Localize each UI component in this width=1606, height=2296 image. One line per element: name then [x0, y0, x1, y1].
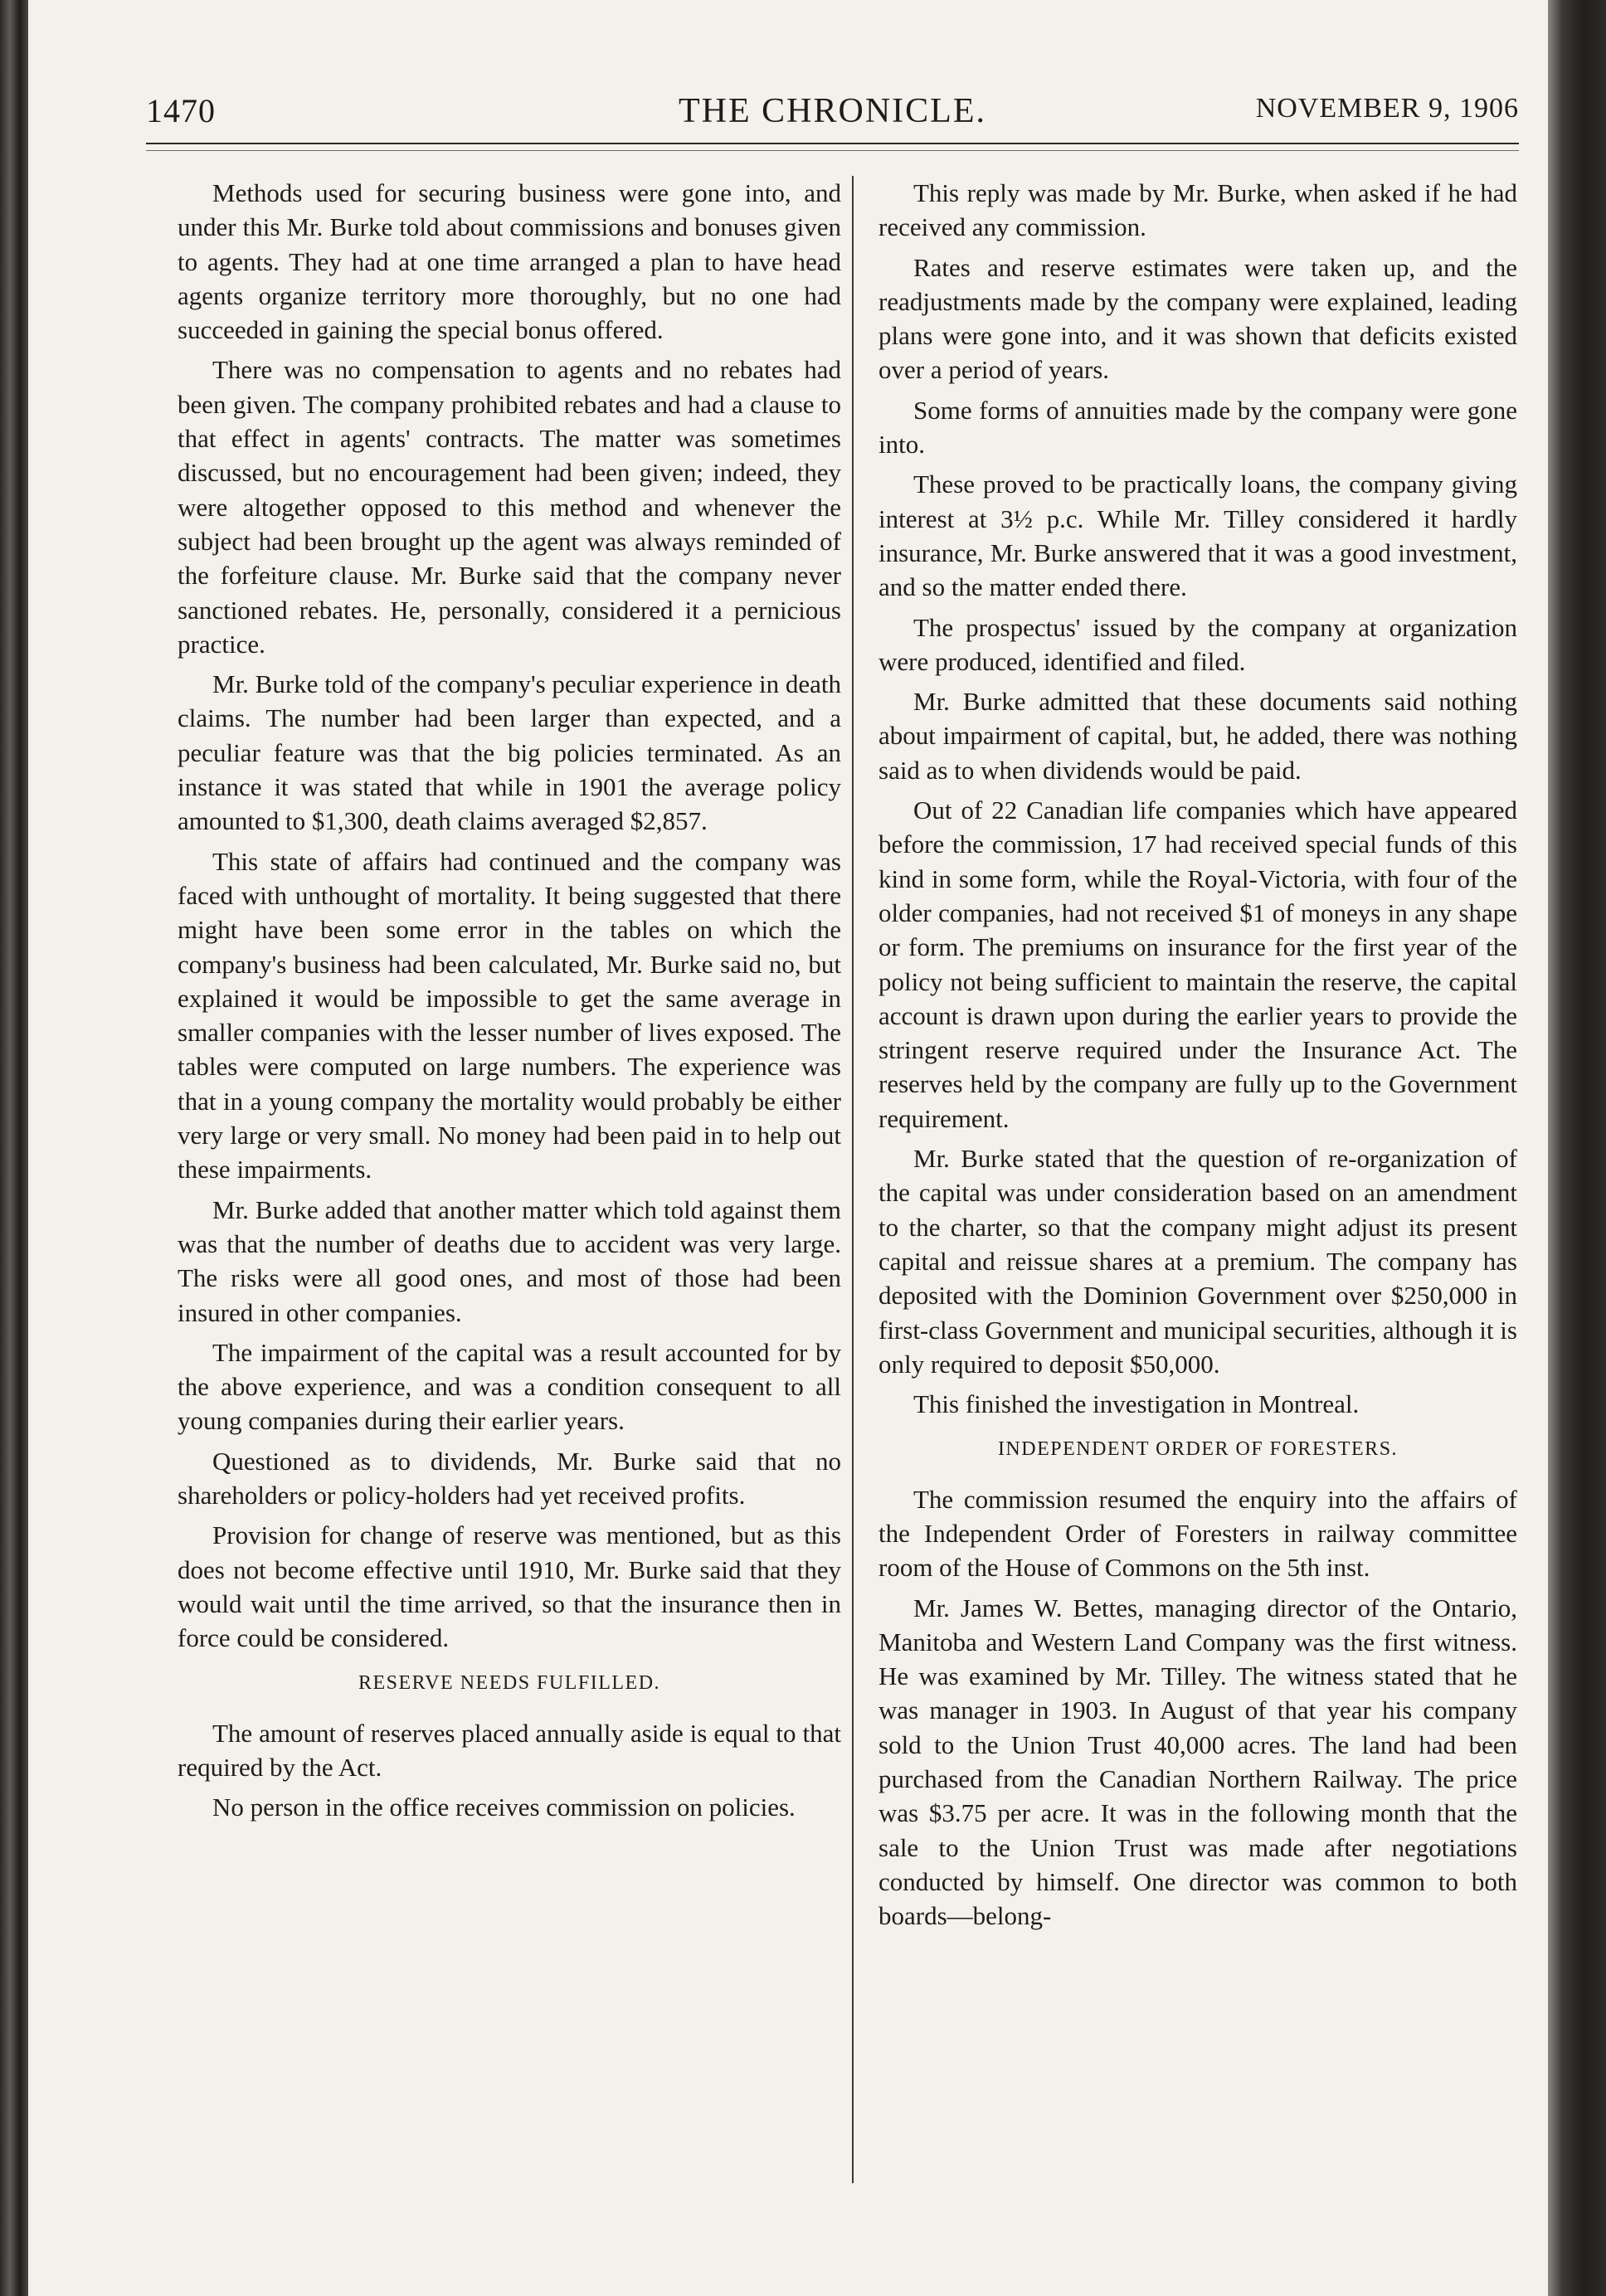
article-paragraph: Methods used for securing business were gone into, and under this Mr. Burke told about commissions and bonuses given to agents. They had at one time arranged a plan to have head agents organize territory more thoroughly, but no one had succeeded in gaining the special bonus offered.: [178, 178, 841, 345]
article-paragraph: The prospectus' issued by the company at organization were produced, identified and filed.: [878, 612, 1517, 676]
article-paragraph: Provision for change of reserve was mentioned, but as this does not become effective until 1910, Mr. Burke said that they would wait until the time arrived, so that the insurance then in force could be considered.: [178, 1520, 841, 1653]
left-column: [178, 176, 841, 2200]
page-header: [146, 91, 1519, 141]
page-number: 1470: [146, 92, 216, 129]
article-paragraph: This state of affairs had continued and the company was faced with unthought of mortality. It being suggested that there might have been some error in the tables on which the company's business had been calculated, Mr. Burke said no, but explained it would be impossible to get the same average in smaller companies with the lesser number of lives exposed. The tables were computed on large numbers. The experience was that in a young company the mortality would probably be either very large or very small. No money had been paid in to help out these impairments.: [178, 846, 841, 1184]
article-paragraph: Rates and reserve estimates were taken up, and the readjustments made by the company were explained, leading plans were gone into, and it was shown that deficits existed over a period of years.: [878, 252, 1517, 385]
header-rule-thin: [146, 150, 1519, 151]
article-paragraph: The amount of reserves placed annually aside is equal to that required by the Act.: [178, 1718, 841, 1783]
article-paragraph: Out of 22 Canadian life companies which have appeared before the commission, 17 had received special funds of this kind in some form, while the Royal-Victoria, with four of the older companies, had not received $1 of moneys in any shape or form. The premiums on insurance for the first year of the policy not being sufficient to maintain the reserve, the capital account is drawn upon during the earlier years to provide the stringent reserve required under the Insurance Act. The reserves held by the company are fully up to the Government requirement.: [878, 795, 1517, 1133]
article-paragraph: The commission resumed the enquiry into the affairs of the Independent Order of Foresters in railway committee room of the House of Commons on the 5th inst.: [878, 1484, 1517, 1583]
article-paragraph: Some forms of annuities made by the company were gone into.: [878, 395, 1517, 460]
section-heading: INDEPENDENT ORDER OF FORESTERS.: [997, 1438, 1399, 1461]
article-paragraph: These proved to be practically loans, the company giving interest at 3½ p.c. While Mr. Tilley considered it hardly insurance, Mr. Burke answered that it was a good investment, and so the matter ended there.: [878, 469, 1517, 602]
article-paragraph: Mr. Burke admitted that these documents said nothing about impairment of capital, but, he added, there was nothing said as to when dividends would be paid.: [878, 687, 1517, 785]
publication-title: THE CHRONICLE.: [679, 92, 986, 130]
article-paragraph: There was no compensation to agents and no rebates had been given. The company prohibited rebates and had a clause to that effect in agents' contracts. The matter was sometimes discussed, but no encouragement had been given; indeed, they were altogether opposed to this method and whenever the subject had been brought up the agent was always reminded of the forfeiture clause. Mr. Burke said that the company never sanctioned rebates. He, personally, considered it a pernicious practice.: [178, 355, 841, 659]
article-paragraph: No person in the office receives commission on policies.: [212, 1793, 796, 1822]
article-paragraph: Mr. Burke stated that the question of re-organization of the capital was under consideration based on an amendment to the charter, so that the company might adjust its present capital and reissue shares at a premium. The company has deposited with the Dominion Government over $250,000 in first-class Government and municipal securities, although it is only required to deposit $50,000.: [878, 1144, 1517, 1379]
article-paragraph: This reply was made by Mr. Burke, when asked if he had received any commission.: [878, 178, 1517, 242]
article-paragraph: Mr. James W. Bettes, managing director of the Ontario, Manitoba and Western Land Company was the first witness. He was examined by Mr. Tilley. The witness stated that he was manager in 1903. In August of that year his company sold to the Union Trust 40,000 acres. The land had been purchased from the Canadian Northern Railway. The price was $3.75 per acre. It was in the following month that the sale to the Union Trust was made after negotiations conducted by himself. One director was common to both boards—belong-: [878, 1593, 1517, 1931]
issue-date: NOVEMBER 9, 1906: [1255, 93, 1519, 124]
column-divider: [852, 176, 854, 2183]
article-paragraph: Mr. Burke added that another matter which told against them was that the number of deaths due to accident was very large. The risks were all good ones, and most of those had been insured in other companies.: [178, 1194, 841, 1327]
section-heading: RESERVE NEEDS FULFILLED.: [358, 1672, 661, 1695]
article-paragraph: Mr. Burke told of the company's peculiar experience in death claims. The number had been larger than expected, and a peculiar feature was that the big policies terminated. As an instance it was stated that while in 1901 the average policy amounted to $1,300, death claims averaged $2,857.: [178, 669, 841, 836]
article-paragraph: Questioned as to dividends, Mr. Burke said that no shareholders or policy-holders had yet received profits.: [178, 1446, 841, 1510]
right-column: [878, 176, 1517, 2200]
article-paragraph: This finished the investigation in Montreal.: [913, 1389, 1360, 1419]
scan-binding-edge: [0, 0, 28, 2296]
scan-page-edge: [1548, 0, 1606, 2296]
header-rule: [146, 143, 1519, 144]
article-paragraph: The impairment of the capital was a result accounted for by the above experience, and was a condition consequent to all young companies during their earlier years.: [178, 1337, 841, 1436]
